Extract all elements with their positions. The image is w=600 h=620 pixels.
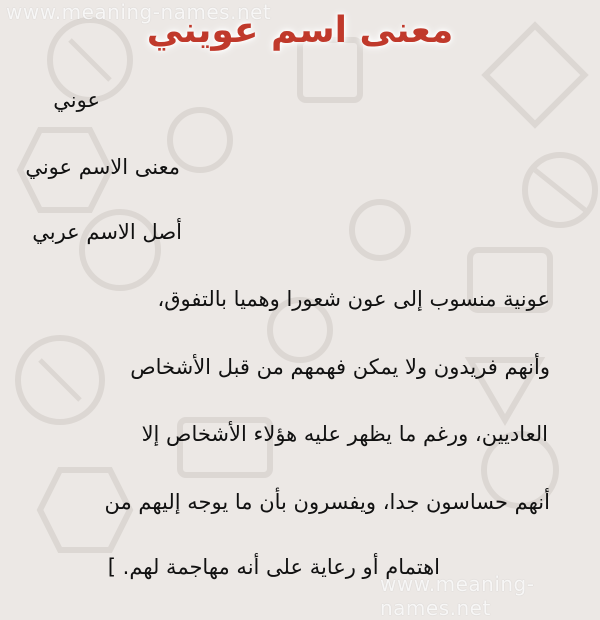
page-title: معنى اسم عويني <box>146 10 454 51</box>
text-line-origin: أصل الاسم عربي <box>32 220 182 244</box>
text-line-name: عوني <box>53 88 100 112</box>
text-line-meaning-heading: معنى الاسم عوني <box>25 155 180 179</box>
text-line-description-1: عونية منسوب إلى عون شعورا وهميا بالتفوق، <box>157 287 550 311</box>
text-line-description-2: وأنهم فريدون ولا يمكن فهمهم من قبل الأشخاص <box>130 355 550 379</box>
text-line-description-4: أنهم حساسون جدا، ويفسرون بأن ما يوجه إليهم من <box>104 490 550 514</box>
text-line-description-5: اهتمام أو رعاية على أنه مهاجمة لهم. ] <box>107 555 440 579</box>
watermark-bottom: www.meaning-names.net <box>380 572 535 620</box>
text-line-description-3: العاديين، ورغم ما يظهر عليه هؤلاء الأشخاص إلا <box>141 422 548 446</box>
watermark-top: www.meaning-names.net <box>6 0 272 24</box>
